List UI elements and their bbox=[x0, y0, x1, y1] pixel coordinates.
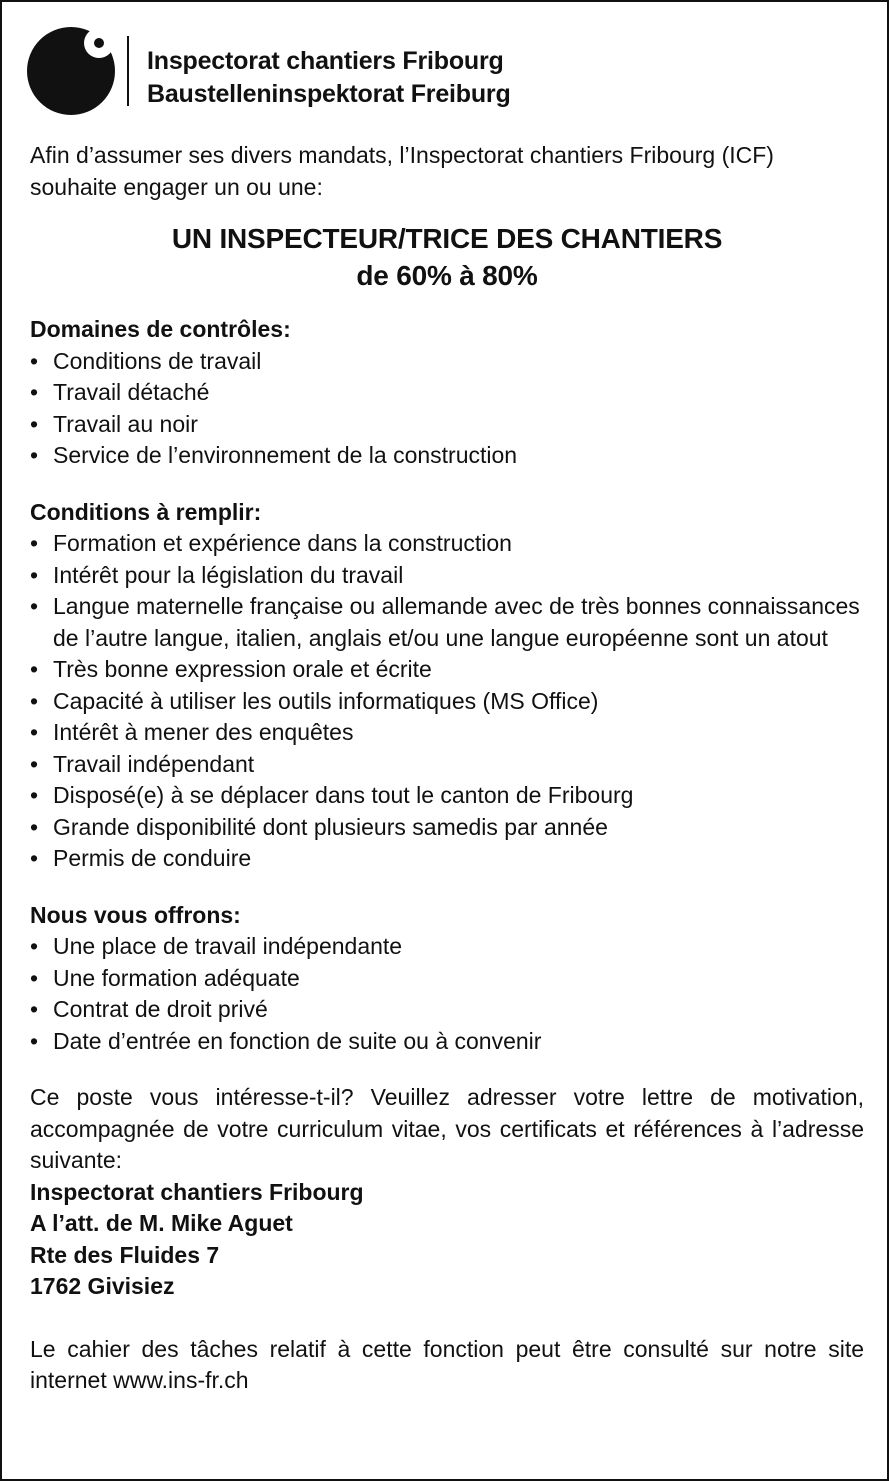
address-organisation: Inspectorat chantiers Fribourg bbox=[30, 1178, 364, 1205]
list-item: • Intérêt pour la législation du travail bbox=[30, 560, 864, 592]
address-attention: A l’att. de M. Mike Aguet bbox=[30, 1210, 293, 1236]
list-item: • Travail indépendant bbox=[30, 749, 864, 781]
list-item: • Travail au noir bbox=[30, 409, 864, 441]
list-item: • Formation et expérience dans la construction bbox=[30, 528, 864, 560]
offer-list bbox=[30, 931, 864, 1057]
domains-list bbox=[30, 346, 864, 472]
closing-paragraph: Ce poste vous intéresse-t-il? Veuillez adresser votre lettre de motivation, accompagnée de votre curriculum vitae, vos certificats et références à l’adresse suivante: bbox=[30, 1084, 864, 1173]
icf-eye-logo-icon bbox=[26, 26, 116, 116]
list-item: • Date d’entrée en fonction de suite ou à convenir bbox=[30, 1026, 864, 1058]
list-item: • Une place de travail indépendante bbox=[30, 931, 864, 963]
list-item: • Conditions de travail bbox=[30, 346, 864, 378]
address-city: 1762 Givisiez bbox=[30, 1273, 175, 1299]
org-name-de: Baustelleninspektorat Freiburg bbox=[147, 80, 511, 108]
list-item: • Travail détaché bbox=[30, 377, 864, 409]
intro-paragraph: Afin d’assumer ses divers mandats, l’Inspectorat chantiers Fribourg (ICF) souhaite engager un ou une: bbox=[30, 142, 774, 200]
list-item: • Intérêt à mener des enquêtes bbox=[30, 717, 864, 749]
list-item: • Capacité à utiliser les outils informatiques (MS Office) bbox=[30, 686, 864, 718]
job-title bbox=[30, 220, 864, 294]
ad-content bbox=[30, 140, 864, 1397]
section-heading-requirements: Conditions à remplir: bbox=[30, 498, 262, 525]
section-heading-domains: Domaines de contrôles: bbox=[30, 316, 291, 342]
org-name-fr: Inspectorat chantiers Fribourg bbox=[147, 47, 504, 75]
list-item: • Service de l’environnement de la construction bbox=[30, 440, 864, 472]
list-item: • Disposé(e) à se déplacer dans tout le canton de Fribourg bbox=[30, 780, 864, 812]
job-rate-line: de 60% à 80% bbox=[356, 260, 538, 291]
requirements-list bbox=[30, 528, 864, 875]
contact-address bbox=[30, 1177, 864, 1303]
list-item: • Langue maternelle française ou allemande avec de très bonnes connaissances de l’autre langue, italien, anglais et/ou une langue européenne sont un atout bbox=[30, 591, 864, 654]
list-item: • Grande disponibilité dont plusieurs samedis par année bbox=[30, 812, 864, 844]
list-item: • Une formation adéquate bbox=[30, 963, 864, 995]
list-item: • Contrat de droit privé bbox=[30, 994, 864, 1026]
address-street: Rte des Fluides 7 bbox=[30, 1241, 220, 1268]
job-title-line: UN INSPECTEUR/TRICE DES CHANTIERS bbox=[171, 223, 723, 254]
list-item: • Permis de conduire bbox=[30, 843, 864, 875]
footer-paragraph: Le cahier des tâches relatif à cette fonction peut être consulté sur notre site internet www.ins-fr.ch bbox=[30, 1335, 864, 1393]
logo-divider bbox=[127, 36, 129, 106]
list-item: • Très bonne expression orale et écrite bbox=[30, 654, 864, 686]
section-heading-offer: Nous vous offrons: bbox=[30, 901, 241, 928]
header bbox=[26, 26, 626, 118]
